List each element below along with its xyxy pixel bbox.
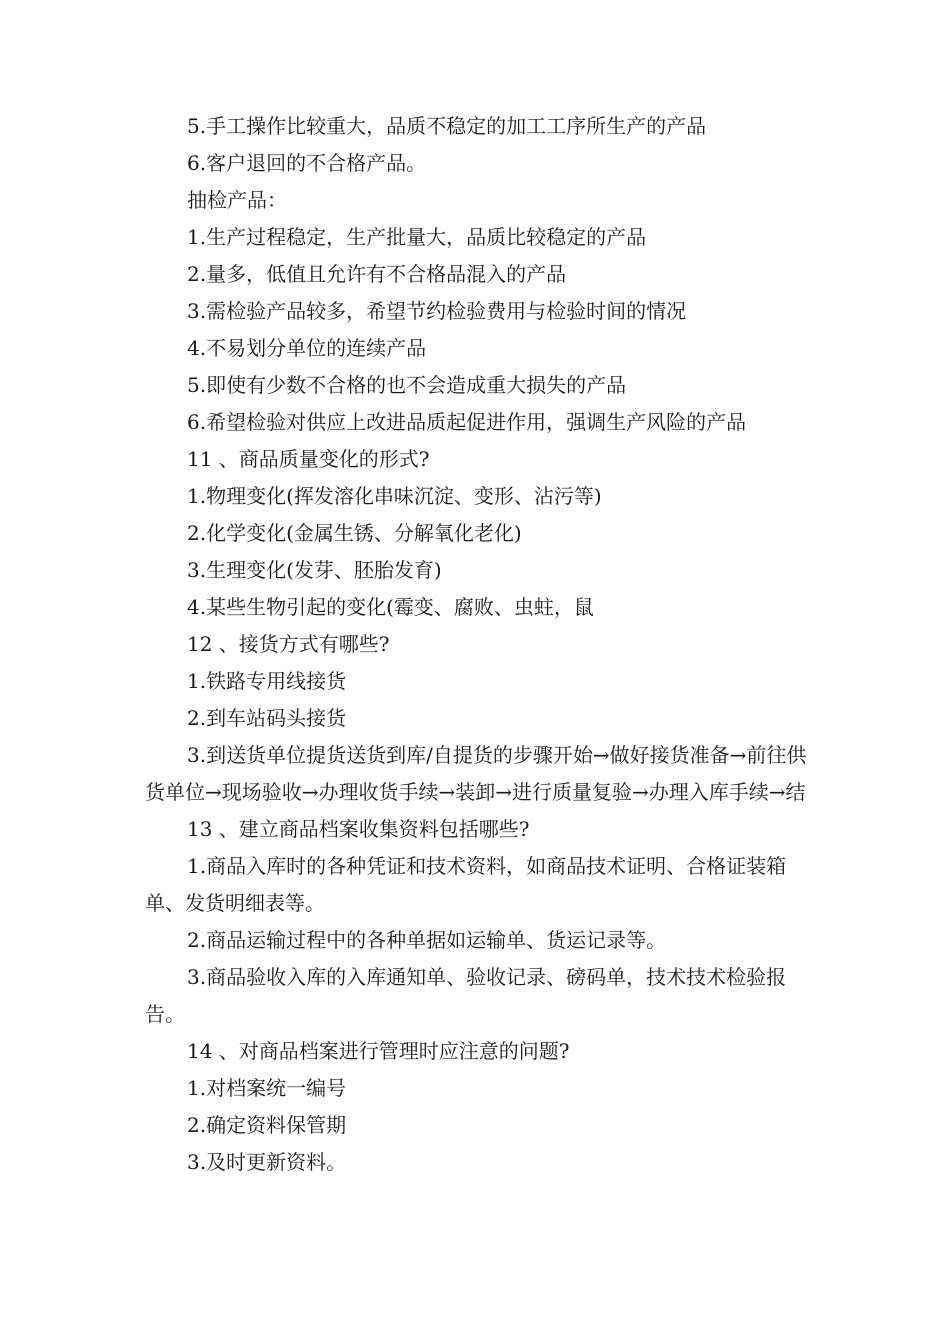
paragraph-25: 2.确定资料保管期 (187, 1113, 347, 1137)
paragraph-26: 3.及时更新资料。 (187, 1150, 347, 1174)
paragraph-14: 4.某些生物引起的变化(霉变、腐败、虫蛀，鼠 (187, 595, 594, 619)
paragraph-11: 1.物理变化(挥发溶化串味沉淀、变形、沾污等) (187, 484, 602, 508)
paragraph-1: 5.手工操作比较重大，品质不稳定的加工工序所生产的产品 (187, 114, 707, 138)
question-heading-12: 12 、接货方式有哪些? (187, 632, 390, 656)
paragraph-2: 6.客户退回的不合格产品。 (187, 151, 427, 175)
paragraph-8: 5.即使有少数不合格的也不会造成重大损失的产品 (187, 373, 627, 397)
question-heading-14: 14 、对商品档案进行管理时应注意的问题? (187, 1039, 570, 1063)
paragraph-12: 2.化学变化(金属生锈、分解氧化老化) (187, 521, 522, 545)
paragraph-5: 2.量多，低值且允许有不合格品混入的产品 (187, 262, 567, 286)
paragraph-4: 1.生产过程稳定，生产批量大，品质比较稳定的产品 (187, 225, 647, 249)
document-body (145, 108, 809, 1181)
paragraph-6: 3.需检验产品较多，希望节约检验费用与检验时间的情况 (187, 299, 687, 323)
section-heading-spot-check: 抽检产品： (187, 188, 287, 212)
question-heading-11: 11 、商品质量变化的形式? (187, 447, 430, 471)
paragraph-22: 3.商品验收入库的入库通知单、验收记录、磅码单，技术技术检验报告。 (145, 965, 787, 1026)
paragraph-17: 2.到车站码头接货 (187, 706, 347, 730)
paragraph-20: 1.商品入库时的各种凭证和技术资料，如商品技术证明、合格证装箱单、发货明细表等。 (145, 854, 787, 915)
paragraph-18: 3.到送货单位提货送货到库/自提货的步骤开始→做好接货准备→前往供货单位→现场验收→办理收货手续→装卸→进行质量复验→办理入库手续→结 (145, 743, 807, 804)
paragraph-13: 3.生理变化(发芽、胚胎发育) (187, 558, 442, 582)
question-heading-13: 13 、建立商品档案收集资料包括哪些? (187, 817, 530, 841)
paragraph-21: 2.商品运输过程中的各种单据如运输单、货运记录等。 (187, 928, 667, 952)
paragraph-9: 6.希望检验对供应上改进品质起促进作用，强调生产风险的产品 (187, 410, 747, 434)
paragraph-16: 1.铁路专用线接货 (187, 669, 347, 693)
paragraph-24: 1.对档案统一编号 (187, 1076, 347, 1100)
paragraph-7: 4.不易划分单位的连续产品 (187, 336, 427, 360)
